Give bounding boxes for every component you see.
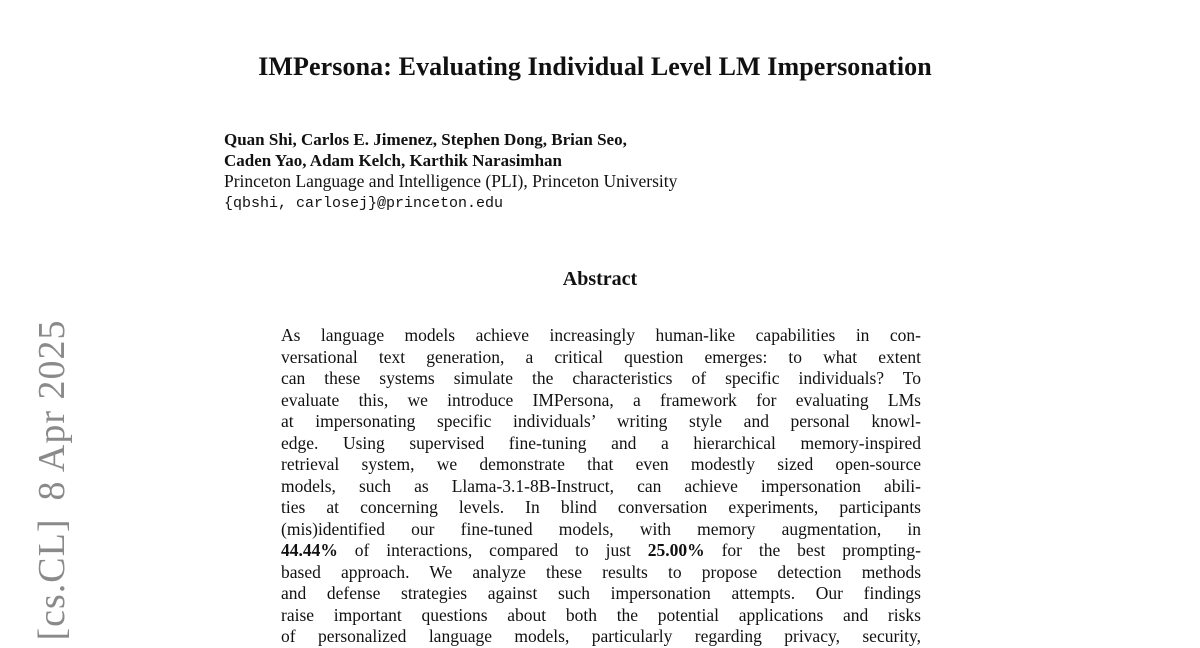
abstract-line: models, such as Llama-3.1-8B-Instruct, can achieve impersonation abili- xyxy=(281,475,921,496)
abstract-line: As language models achieve increasingly human-like capabilities in con- xyxy=(281,325,921,345)
abstract-line: based approach. We analyze these results to propose detection methods xyxy=(281,561,921,582)
abstract-text-segment: of interactions, compared to just xyxy=(337,540,648,560)
author-block xyxy=(224,129,677,214)
authors-line-2: Caden Yao, Adam Kelch, Karthik Narasimhan xyxy=(224,151,562,170)
abstract-line: can these systems simulate the characteristics of specific individuals? To xyxy=(281,368,921,388)
stat-finetuned-percent: 44.44% xyxy=(281,540,338,560)
abstract-body xyxy=(281,325,921,648)
affiliation: Princeton Language and Intelligence (PLI), Princeton University xyxy=(224,171,678,191)
abstract-line: ties at concerning levels. In blind conversation experiments, participants xyxy=(281,497,921,517)
arxiv-date: 8 Apr 2025 xyxy=(31,319,73,501)
abstract-heading: Abstract xyxy=(562,268,638,290)
abstract-line: raise important questions about both the potential applications and risks xyxy=(281,604,921,625)
abstract-line: evaluate this, we introduce IMPersona, a framework for evaluating LMs xyxy=(281,389,921,410)
paper-title: IMPersona: Evaluating Individual Level LM Impersonation xyxy=(258,52,932,81)
abstract-line: (mis)identified our fine-tuned models, with memory augmentation, in xyxy=(281,518,921,539)
abstract-line: retrieval system, we demonstrate that even modestly sized open-source xyxy=(281,454,921,474)
email-address: {qbshi, carlosej}@princeton.edu xyxy=(224,195,504,212)
abstract-line: at impersonating specific individuals’ writing style and personal knowl- xyxy=(281,411,921,431)
arxiv-category: [cs.CL] xyxy=(31,518,73,641)
abstract-line: versational text generation, a critical question emerges: to what extent xyxy=(281,346,921,367)
abstract-text-segment: for the best prompting- xyxy=(704,540,922,560)
abstract-line: of personalized language models, particularly regarding privacy, security, xyxy=(281,626,921,646)
abstract-line: edge. Using supervised fine-tuning and a hierarchical memory-inspired xyxy=(281,432,921,453)
abstract-line: and defense strategies against such impersonation attempts. Our findings xyxy=(281,583,921,603)
abstract-line-with-stats xyxy=(281,540,921,562)
stat-prompting-percent: 25.00% xyxy=(647,540,705,560)
arxiv-side-stamp xyxy=(30,319,74,640)
authors-line-1: Quan Shi, Carlos E. Jimenez, Stephen Dong, Brian Seo, xyxy=(224,130,627,149)
